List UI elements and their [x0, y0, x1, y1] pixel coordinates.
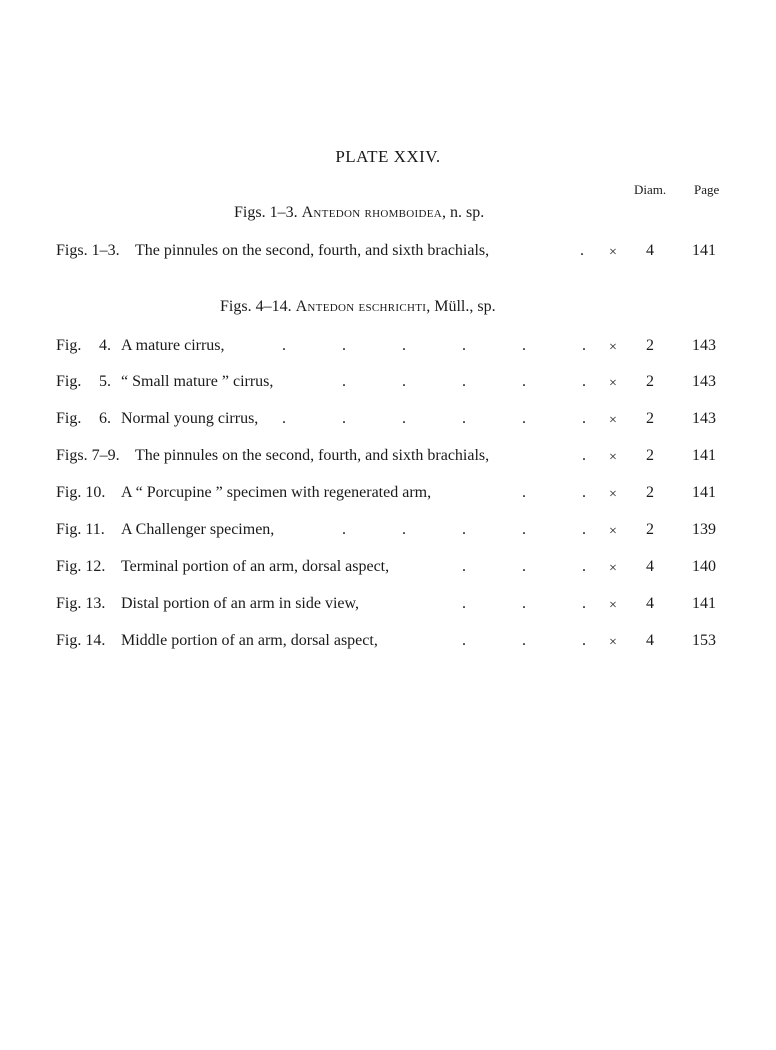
fig-label: Figs. 1–3. [56, 242, 120, 259]
times-sign: × [609, 561, 617, 576]
diameter-value: 4 [646, 595, 654, 612]
table-row: Fig. 11. A Challenger specimen, . . . . . × 2 139 [56, 521, 716, 539]
fig-label: Fig. 14. [56, 632, 106, 649]
times-sign: × [609, 524, 617, 539]
table-row: Fig. 12. Terminal portion of an arm, dorsal aspect, . . . × 4 140 [56, 558, 716, 576]
table-row: Figs. 7–9. The pinnules on the second, fourth, and sixth brachials, . × 2 141 [56, 447, 716, 465]
fig-number: 5. [99, 373, 111, 390]
times-sign: × [609, 376, 617, 391]
page-number: 141 [692, 447, 716, 464]
section-fig-range: Figs. 4–14. [220, 298, 292, 315]
section-suffix: , n. sp. [442, 204, 485, 221]
fig-label: Fig. 12. [56, 558, 106, 575]
fig-description: A Challenger specimen, [121, 521, 275, 538]
page-number: 143 [692, 337, 716, 354]
diameter-value: 4 [646, 242, 654, 259]
page-number: 139 [692, 521, 716, 538]
table-row: Figs. 1–3. The pinnules on the second, fourth, and sixth brachials, . × 4 141 [56, 242, 716, 260]
section-genus: Antedon [295, 298, 355, 315]
page-number: 143 [692, 373, 716, 390]
fig-description: Normal young cirrus, [121, 410, 259, 427]
table-row: Fig. 13. Distal portion of an arm in side view, . . . × 4 141 [56, 595, 716, 613]
times-sign: × [609, 450, 617, 465]
fig-label: Fig. [56, 373, 82, 390]
fig-label: Fig. 11. [56, 521, 105, 538]
page-number: 141 [692, 484, 716, 501]
times-sign: × [609, 635, 617, 650]
diameter-value: 2 [646, 337, 654, 354]
section-species: rhomboidea [364, 204, 443, 221]
fig-description: Middle portion of an arm, dorsal aspect, [121, 632, 378, 649]
fig-number: 4. [99, 337, 111, 354]
times-sign: × [609, 413, 617, 428]
fig-number: 6. [99, 410, 111, 427]
fig-label: Fig. 13. [56, 595, 106, 612]
fig-description: “ Small mature ” cirrus, [121, 373, 274, 390]
times-sign: × [609, 487, 617, 502]
page-number: 153 [692, 632, 716, 649]
diameter-value: 2 [646, 410, 654, 427]
page-number: 140 [692, 558, 716, 575]
diameter-value: 2 [646, 521, 654, 538]
diameter-value: 2 [646, 447, 654, 464]
section-suffix: , Müll., sp. [426, 298, 496, 315]
section-species: eschrichti [358, 298, 427, 315]
fig-description: Distal portion of an arm in side view, [121, 595, 360, 612]
diameter-value: 2 [646, 484, 654, 501]
table-row: Fig. 5. “ Small mature ” cirrus, . . . . . × 2 143 [56, 373, 716, 391]
section-fig-range: Figs. 1–3. [234, 204, 298, 221]
fig-description: A mature cirrus, [121, 337, 225, 354]
diameter-value: 4 [646, 632, 654, 649]
diameter-value: 2 [646, 373, 654, 390]
fig-description: The pinnules on the second, fourth, and sixth brachials, [135, 242, 490, 259]
fig-description: Terminal portion of an arm, dorsal aspect, [121, 558, 390, 575]
section-genus: Antedon [301, 204, 361, 221]
table-row: Fig. 4. A mature cirrus, . . . . . . × 2 143 [56, 337, 716, 355]
column-header-page: Page [694, 182, 720, 197]
section-heading-eschrichti [220, 298, 496, 316]
column-header-diam: Diam. [634, 182, 667, 197]
fig-description: The pinnules on the second, fourth, and sixth brachials, [135, 447, 490, 464]
page-title: PLATE XXIV. [335, 147, 441, 166]
page-number: 141 [692, 242, 716, 259]
page-number: 143 [692, 410, 716, 427]
times-sign: × [609, 340, 617, 355]
diameter-value: 4 [646, 558, 654, 575]
fig-label: Fig. 10. [56, 484, 106, 501]
table-row: Fig. 6. Normal young cirrus, . . . . . . × 2 143 [56, 410, 716, 428]
section-heading-rhomboidea [234, 204, 484, 222]
table-row: Fig. 14. Middle portion of an arm, dorsal aspect, . . . × 4 153 [56, 632, 716, 650]
fig-label: Figs. 7–9. [56, 447, 120, 464]
page-number: 141 [692, 595, 716, 612]
table-row: Fig. 10. A “ Porcupine ” specimen with regenerated arm, . . × 2 141 [56, 484, 716, 502]
times-sign: × [609, 598, 617, 613]
fig-label: Fig. [56, 410, 82, 427]
times-sign: × [609, 245, 617, 260]
fig-label: Fig. [56, 337, 82, 354]
fig-description: A “ Porcupine ” specimen with regenerated arm, [121, 484, 432, 501]
